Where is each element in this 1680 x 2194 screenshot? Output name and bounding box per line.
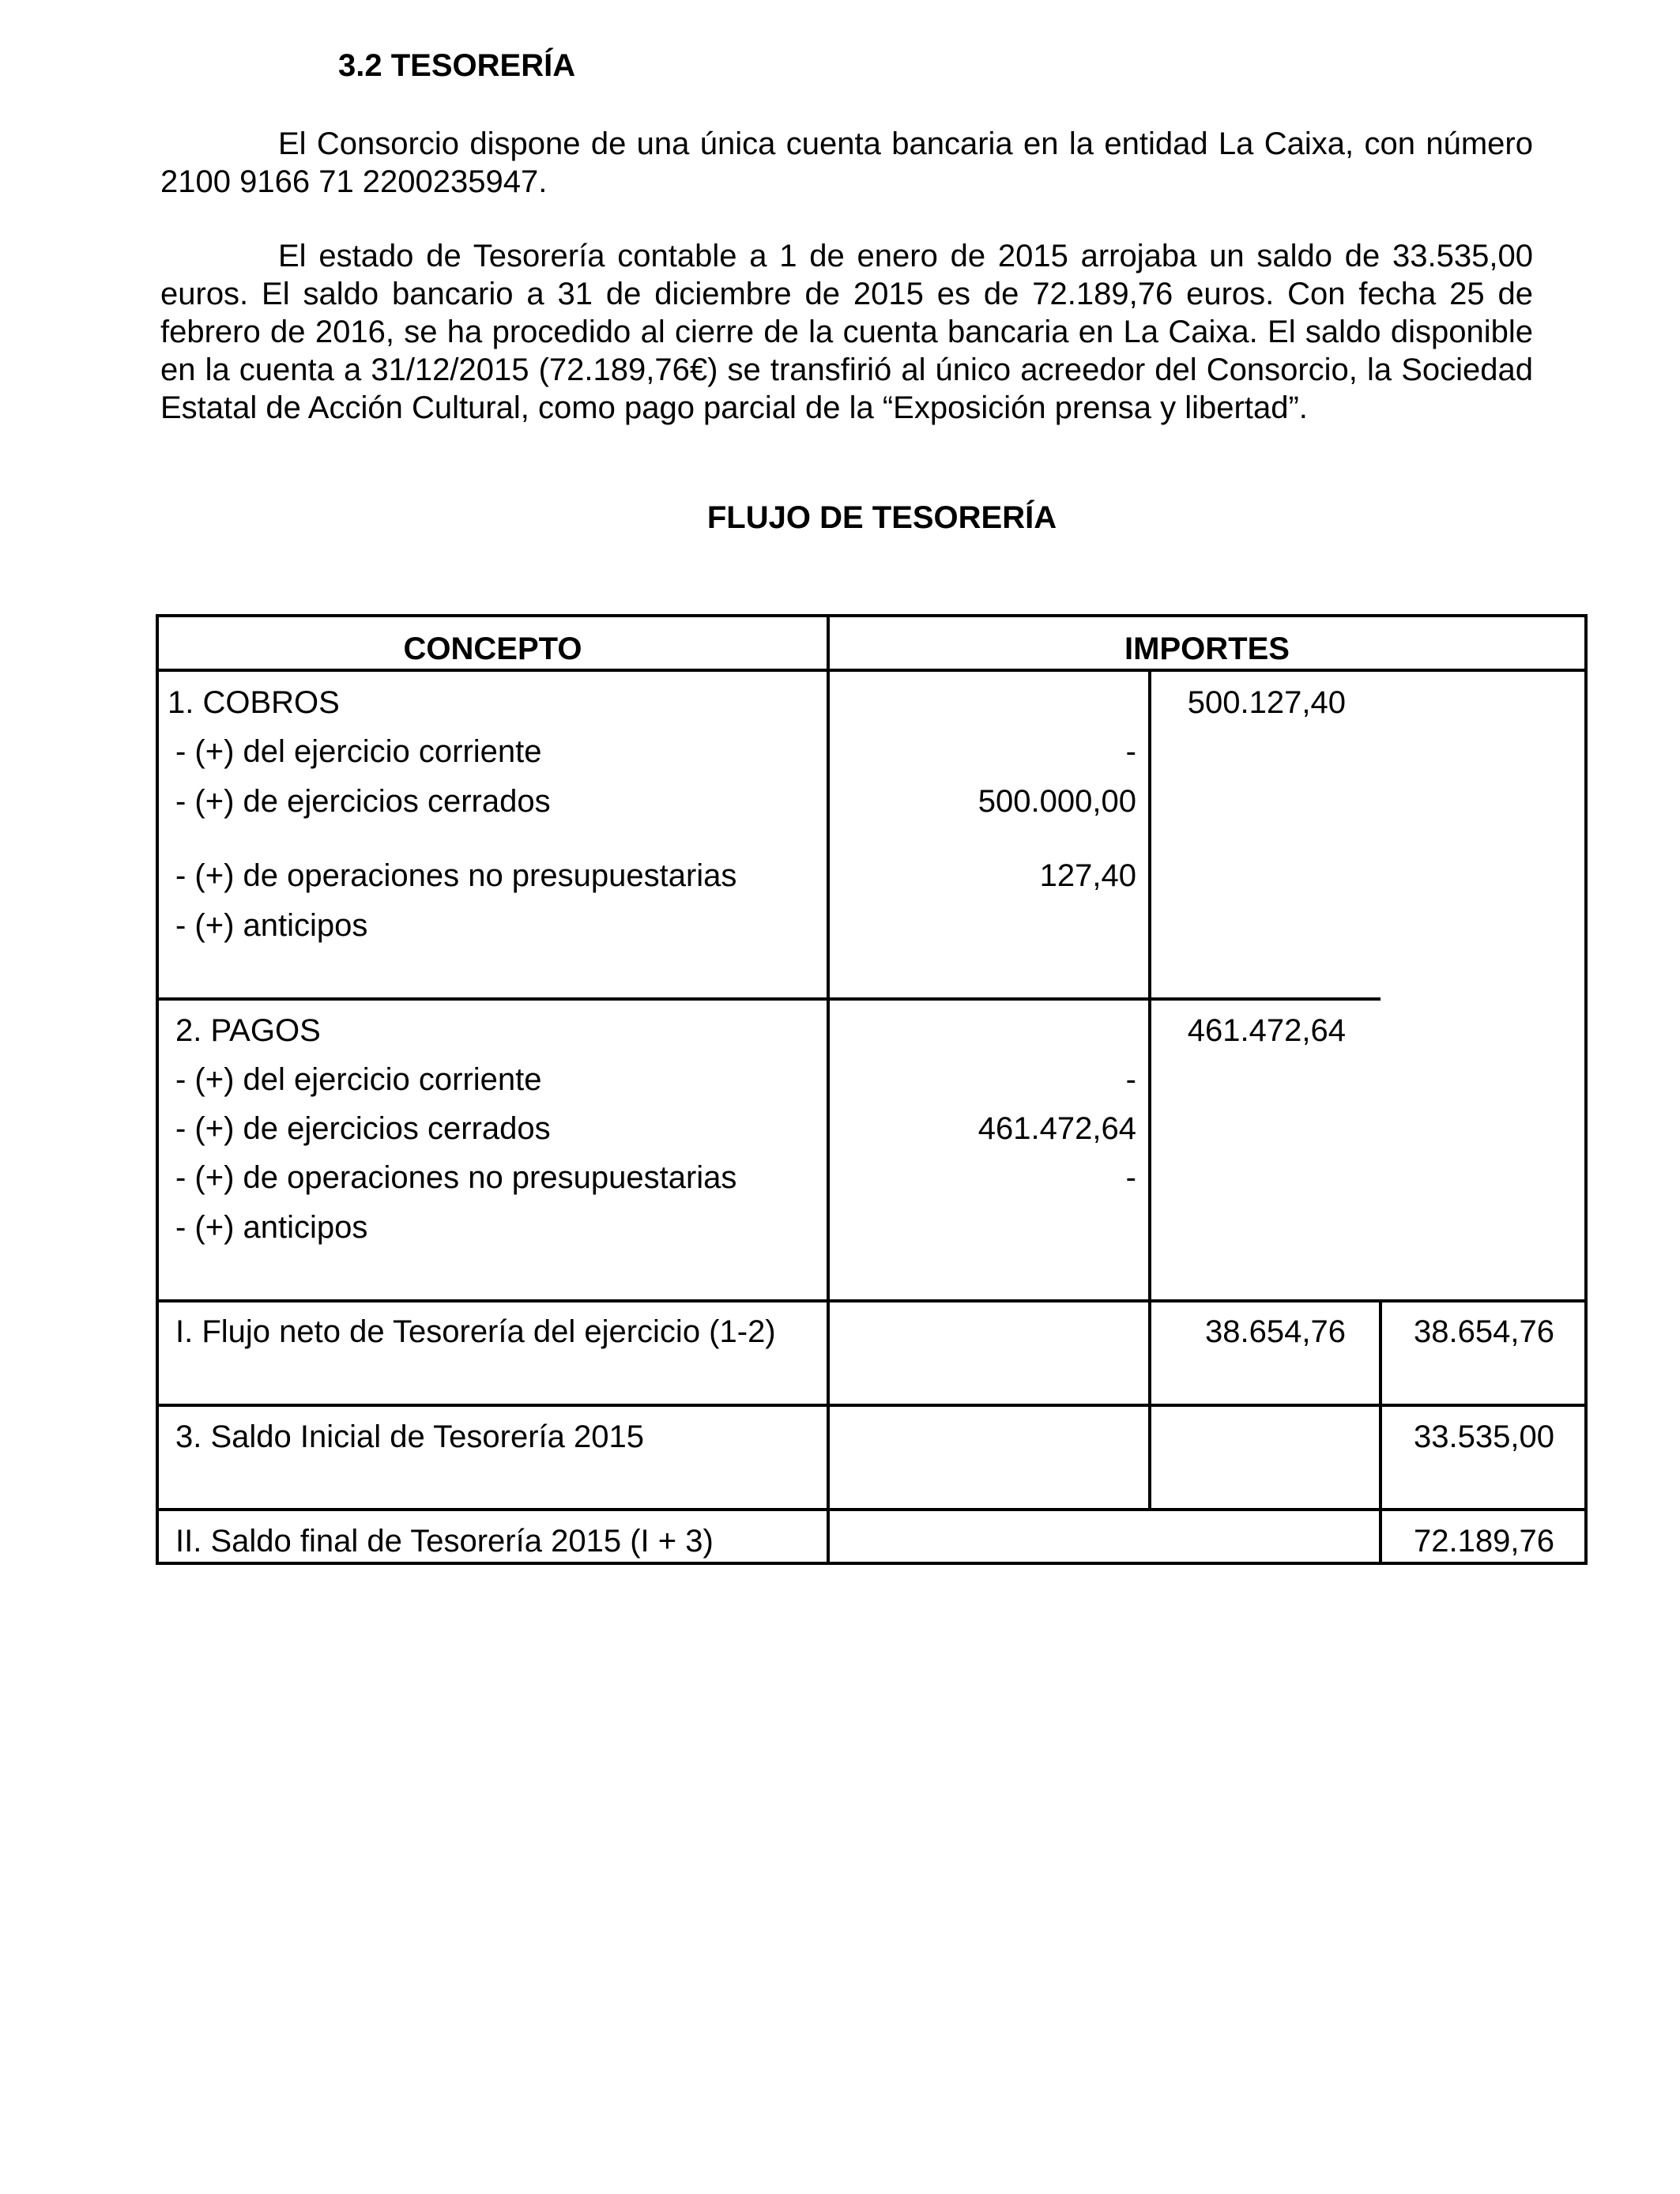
table-rule-saldo-inicial [156,1508,1588,1511]
pagos-total: 461.472,64 [1187,1013,1346,1048]
header-importes: IMPORTES [1124,631,1290,666]
table-rule-pagos [156,1299,1588,1302]
saldo-final-total: 72.189,76 [1414,1524,1554,1559]
table-border-left [156,614,159,1565]
saldo-final-label: II. Saldo final de Tesorería 2015 (I + 3) [175,1524,714,1559]
table-border-right [1584,614,1588,1565]
flujo-neto-label: I. Flujo neto de Tesorería del ejercicio (1-2) [175,1314,776,1349]
saldo-inicial-total: 33.535,00 [1414,1419,1554,1454]
table-border-top [156,614,1588,617]
table-rule-flujo [156,1404,1588,1407]
cobros-title: 1. COBROS [168,685,340,720]
cobros-row-label: - (+) de ejercicios cerrados [175,784,551,819]
flujo-neto-total: 38.654,76 [1414,1314,1554,1349]
cobros-row-label: - (+) anticipos [175,908,368,943]
cobros-row-amount: 500.000,00 [977,784,1136,819]
pagos-title: 2. PAGOS [175,1013,321,1048]
flujo-neto-subtotal: 38.654,76 [1205,1314,1346,1349]
paragraph-bank-account: El Consorcio dispone de una única cuenta bancaria en la entidad La Caixa, con número 2100 9166 71 2200235947. [160,126,1533,199]
saldo-inicial-label: 3. Saldo Inicial de Tesorería 2015 [175,1419,644,1454]
pagos-row-label: - (+) de operaciones no presupuestarias [175,1160,737,1195]
cobros-row-label: - (+) de operaciones no presupuestarias [175,858,737,893]
table-title: FLUJO DE TESORERÍA [706,500,1057,535]
table-rule-col2 [1148,669,1151,1511]
paragraph-treasury-status: El estado de Tesorería contable a 1 de enero de 2015 arrojaba un saldo de 33.535,00 euros. El saldo bancario a 31 de diciembre de 2015 es de 72.189,76 euros. Con fecha 25 de febrero de 2016, se ha procedido al cierre de la cuenta bancaria en La Caixa. El saldo disponible en la cuenta a 31/12/2015 (72.189,76€) se transfirió al único acreedor del Consorcio, la Sociedad Estatal de Acción Cultural, como pago parcial de la “Exposición prensa y libertad”. [160,239,1533,425]
pagos-row-amount: - [1125,1160,1136,1195]
pagos-row-amount: - [1125,1062,1136,1097]
cobros-row-amount: 127,40 [1039,858,1136,893]
pagos-row-label: - (+) anticipos [175,1210,368,1245]
section-title: 3.2 TESORERÍA [338,48,576,83]
cobros-row-amount: - [1125,734,1136,769]
table-border-bottom [156,1562,1588,1565]
table-rule-header [156,669,1588,672]
cobros-row-label: - (+) del ejercicio corriente [175,734,542,769]
header-concepto: CONCEPTO [403,631,582,666]
cobros-total: 500.127,40 [1187,685,1346,720]
pagos-row-label: - (+) del ejercicio corriente [175,1062,542,1097]
pagos-row-amount: 461.472,64 [977,1111,1136,1146]
table-rule-cobros [156,997,1381,1001]
pagos-row-label: - (+) de ejercicios cerrados [175,1111,551,1146]
